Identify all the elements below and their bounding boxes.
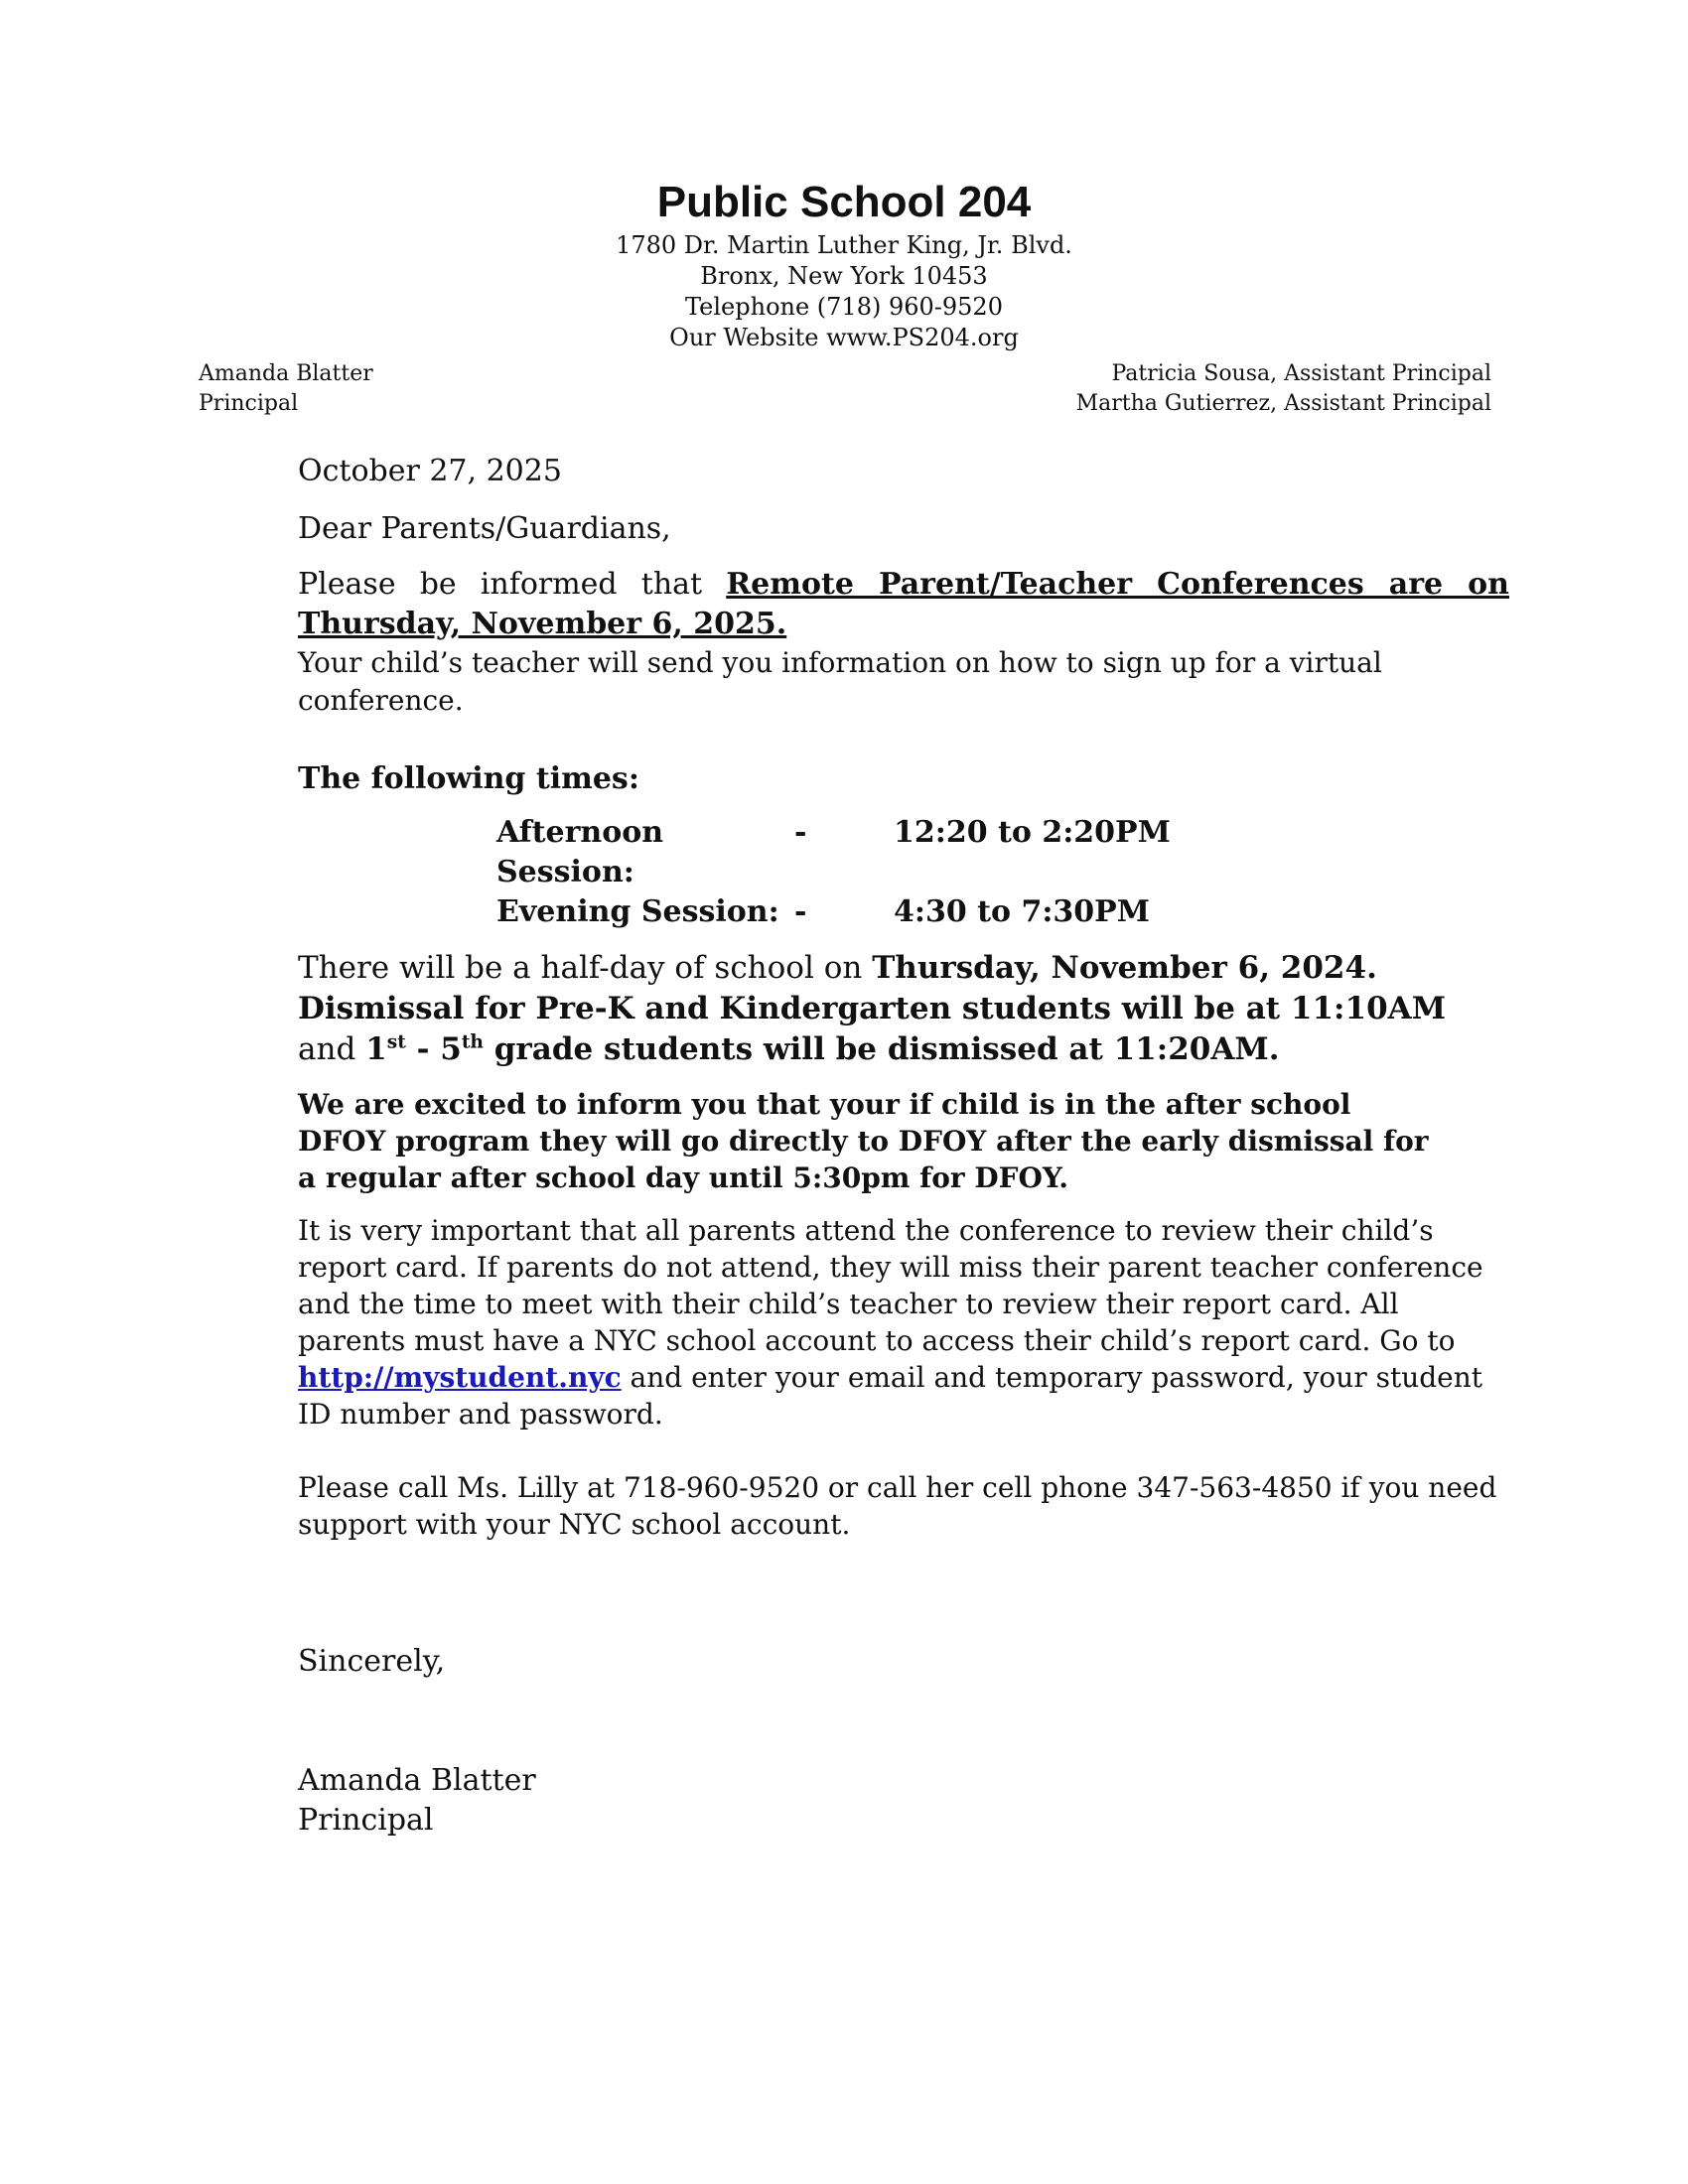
session-row [496,813,1509,892]
session-label: Afternoon Session: [496,815,664,889]
signer-name: Amanda Blatter [298,1763,536,1798]
grade-end-suffix: th [461,1031,484,1053]
grade-start-suffix: st [386,1031,406,1053]
mystudent-link[interactable]: http://mystudent.nyc [298,1361,622,1394]
half-day-bold-1: Thursday, November 6, 2024. Dismissal for Pre-K and Kindergarten students will be at 11:10AM [298,950,1447,1026]
grade-range [365,1031,1279,1067]
half-day-text-2: and [298,1031,366,1067]
times-heading: The following times: [298,761,639,796]
intro-followup: Your child’s teacher will send you information on how to sign up for a virtual conference. [298,646,1382,717]
grade-separator: - [405,1031,441,1067]
assistant-principal-1: Patricia Sousa, Assistant Principal [1111,361,1491,386]
address-line-1: 1780 Dr. Martin Luther King, Jr. Blvd. [616,231,1072,259]
session-dash: - [794,815,807,850]
session-row [496,892,1509,932]
address-line-2: Bronx, New York 10453 [700,262,988,290]
importance-text-2: and enter your email and temporary password, your student ID number and password. [298,1361,1483,1431]
importance-text-1: It is very important that all parents attend the conference to review their child’s report card. If parents do not attend, they will miss their parent teacher conference and the time to meet with their child’s teacher to review their report card. All parents must have a NYC school account to access their child’s report card. Go to [298,1214,1483,1357]
website: Our Website www.PS204.org [669,324,1019,351]
signer-title: Principal [298,1803,434,1838]
school-name: Public School 204 [656,178,1032,226]
session-time: 4:30 to 7:30PM [894,894,1150,929]
telephone: Telephone (718) 960-9520 [685,293,1003,321]
grade-end: 5 [440,1031,462,1067]
half-day-bold-2: grade students will be dismissed at 11:20AM. [483,1031,1280,1067]
principal-block [199,359,373,419]
letterhead [0,175,1688,353]
session-time: 12:20 to 2:20PM [894,815,1171,850]
principal-name: Amanda Blatter [199,361,373,386]
half-day-text-1: There will be a half-day of school on [298,950,873,986]
greeting: Dear Parents/Guardians, [298,511,671,546]
signature-block [298,1761,1509,1841]
half-day-paragraph [298,948,1509,1070]
session-label: Evening Session: [496,894,779,929]
session-dash: - [794,894,807,929]
letter-body [298,452,1509,1841]
assistant-principal-2: Martha Gutierrez, Assistant Principal [1075,391,1491,416]
support-paragraph: Please call Ms. Lilly at 718-960-9520 or call her cell phone 347-563-4850 if you need support with your NYC school account. [298,1471,1497,1541]
letter-date: October 27, 2025 [298,454,562,488]
grade-start: 1 [365,1031,387,1067]
session-list [496,813,1509,932]
assistant-principals-block [1076,359,1491,419]
closing: Sincerely, [298,1644,446,1679]
intro-paragraph [298,565,1509,644]
dfoy-paragraph: We are excited to inform you that your if child is in the after school DFOY program they will go directly to DFOY after the early dismissal for a regular after school day until 5:30pm for DFOY. [298,1088,1429,1194]
intro-prefix: Please be informed that [298,567,727,602]
importance-paragraph [298,1212,1509,1433]
principal-title: Principal [199,391,299,416]
conference-date-emphasis: Remote Parent/Teacher Conferences are on Thursday, November 6, 2025. [298,567,1509,641]
